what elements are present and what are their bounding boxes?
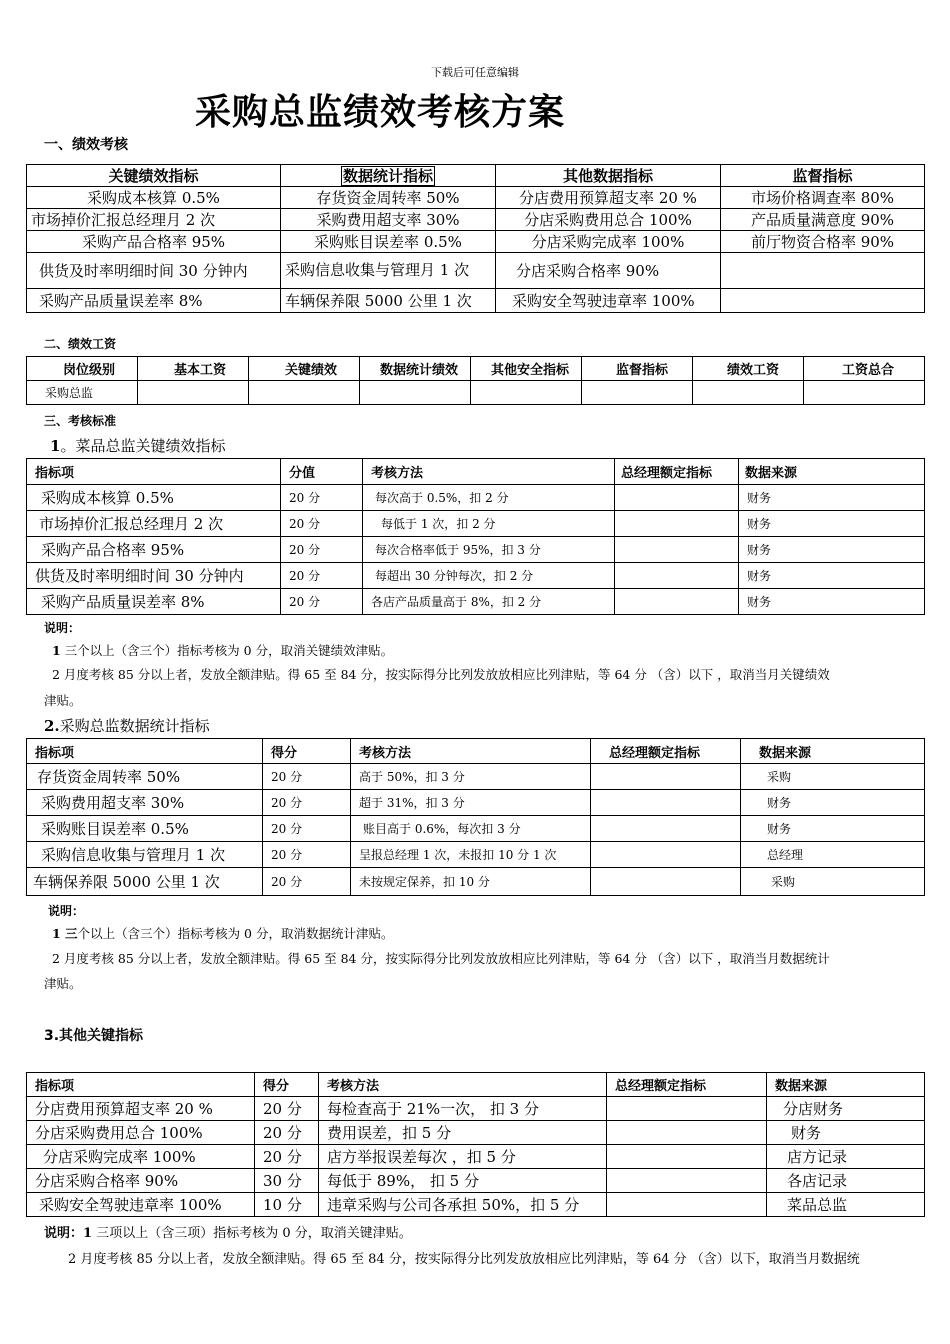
header-method: 考核方法 [363, 459, 615, 485]
cell [591, 790, 741, 816]
cell: 存货资金周转率 50% [27, 764, 263, 790]
cell: 采购产品质量误差率 8% [27, 289, 281, 313]
cell: 各店产品质量高于 8%，扣 2 分 [363, 589, 615, 615]
table-row [27, 209, 925, 231]
table-row [27, 764, 925, 790]
cell [615, 537, 739, 563]
table-row [27, 1169, 925, 1193]
table-header-row [27, 739, 925, 764]
t1-title [50, 435, 225, 456]
cell: 违章采购与公司各承担 50%，扣 5 分 [319, 1193, 607, 1217]
header-data-source: 数据来源 [767, 1073, 925, 1097]
header-data-source: 数据来源 [739, 459, 925, 485]
cell: 采购费用超支率 30% [281, 209, 496, 231]
cell [607, 1121, 767, 1145]
cell: 20 分 [255, 1097, 319, 1121]
table-row [27, 231, 925, 253]
cell: 每低于 89%， 扣 5 分 [319, 1169, 607, 1193]
header-method: 考核方法 [351, 739, 591, 764]
t3-note-1: 说明：1 三项以上（含三项）指标考核为 0 分，取消关键津贴。 [44, 1226, 412, 1241]
cell: 财务 [741, 790, 925, 816]
table-header-row [27, 459, 925, 485]
cell: 分店财务 [767, 1097, 925, 1121]
cell: 分店费用预算超支率 20 % [27, 1097, 255, 1121]
cell: 供货及时率明细时间 30 分钟内 [27, 563, 281, 589]
t1-note-1: 1 三个以上（含三个）指标考核为 0 分，取消关键绩效津贴。 [52, 643, 394, 658]
cell: 超于 31%，扣 3 分 [351, 790, 591, 816]
table-row [27, 816, 925, 842]
cell: 每检查高于 21%一次， 扣 3 分 [319, 1097, 607, 1121]
cell: 20 分 [263, 842, 351, 868]
t2-title-text: 采购总监数据统计指标 [59, 717, 210, 735]
table-header-row [27, 357, 925, 381]
data-stats-standards-table [26, 738, 925, 896]
t2-title-number: 2. [44, 717, 60, 735]
header-indicator: 指标项 [27, 739, 263, 764]
cell: 采购总监 [27, 381, 138, 405]
header-performance-salary: 绩效工资 [693, 357, 804, 381]
cell: 每低于 1 次，扣 2 分 [363, 511, 615, 537]
cell: 财务 [739, 589, 925, 615]
cell: 分店采购费用总合 100% [496, 209, 721, 231]
cell: 20 分 [263, 764, 351, 790]
cell: 10 分 [255, 1193, 319, 1217]
header-gm-target: 总经理额定指标 [615, 459, 739, 485]
cell: 未按规定保养，扣 10 分 [351, 868, 591, 896]
table-row [27, 790, 925, 816]
cell: 20 分 [255, 1145, 319, 1169]
t1-note-2: 2 月度考核 85 分以上者，发放全额津贴。得 65 至 84 分，按实际得分比列发放放相应比列津贴，等 64 分 （含）以下 ，取消当月关键绩效 [52, 667, 830, 682]
header-gm-target: 总经理额定指标 [607, 1073, 767, 1097]
cell: 市场掉价汇报总经理月 2 次 [27, 511, 281, 537]
cell [615, 563, 739, 589]
header-position-level: 岗位级别 [27, 357, 138, 381]
cell [138, 381, 249, 405]
table-header-row [27, 1073, 925, 1097]
cell [360, 381, 471, 405]
cell: 分店费用预算超支率 20 % [496, 187, 721, 209]
table-row [27, 289, 925, 313]
header-supervision: 监督指标 [721, 165, 925, 187]
header-base-salary: 基本工资 [138, 357, 249, 381]
cell: 采购 [741, 764, 925, 790]
cell: 分店采购完成率 100% [27, 1145, 255, 1169]
cell: 高于 50%，扣 3 分 [351, 764, 591, 790]
header-total-salary: 工资总合 [804, 357, 925, 381]
cell: 每次合格率低于 95%，扣 3 分 [363, 537, 615, 563]
cell: 呈报总经理 1 次，未报扣 10 分 1 次 [351, 842, 591, 868]
t1-title-number: 1 [50, 437, 61, 455]
header-supervision: 监督指标 [582, 357, 693, 381]
cell [249, 381, 360, 405]
cell: 20 分 [263, 868, 351, 896]
header-key-performance: 关键绩效 [249, 357, 360, 381]
cell [607, 1193, 767, 1217]
table-row [27, 511, 925, 537]
cell [607, 1169, 767, 1193]
cell: 30 分 [255, 1169, 319, 1193]
header-score: 得分 [255, 1073, 319, 1097]
t2-note-2: 2 月度考核 85 分以上者，发放全额津贴。得 65 至 84 分，按实际得分比列发放放相应比列津贴，等 64 分 （含）以下 ，取消当月数据统计 [52, 951, 830, 966]
cell: 财务 [739, 563, 925, 589]
table-row [27, 1193, 925, 1217]
cell: 采购安全驾驶违章率 100% [496, 289, 721, 313]
cell: 分店采购费用总合 100% [27, 1121, 255, 1145]
header-other-data: 其他数据指标 [496, 165, 721, 187]
salary-table [26, 356, 925, 405]
cell [615, 485, 739, 511]
cell: 采购安全驾驶违章率 100% [27, 1193, 255, 1217]
cell: 采购成本核算 0.5% [27, 187, 281, 209]
cell: 总经理 [741, 842, 925, 868]
header-data-performance: 数据统计绩效 [360, 357, 471, 381]
cell: 20 分 [263, 816, 351, 842]
watermark-text: 下载后可任意编辑 [431, 66, 519, 79]
cell: 财务 [739, 537, 925, 563]
t3-note-label: 说明： [44, 1226, 84, 1241]
table-row [27, 187, 925, 209]
cell: 20 分 [255, 1121, 319, 1145]
cell [615, 511, 739, 537]
table-header-row [27, 165, 925, 187]
t1-note-2-cont: 津贴。 [44, 693, 82, 708]
cell: 采购成本核算 0.5% [27, 485, 281, 511]
section3-heading: 三、考核标准 [44, 414, 117, 428]
cell: 每次高于 0.5%，扣 2 分 [363, 485, 615, 511]
cell: 市场价格调查率 80% [721, 187, 925, 209]
cell: 采购产品合格率 95% [27, 537, 281, 563]
other-kpi-standards-table [26, 1072, 925, 1217]
table-row [27, 1145, 925, 1169]
cell: 20 分 [281, 485, 363, 511]
table-row [27, 537, 925, 563]
cell: 采购信息收集与管理月 1 次 [281, 253, 496, 289]
cell: 财务 [739, 511, 925, 537]
cell [591, 764, 741, 790]
section1-heading: 一、绩效考核 [44, 137, 128, 153]
cell [607, 1145, 767, 1169]
cell [804, 381, 925, 405]
cell: 各店记录 [767, 1169, 925, 1193]
cell: 产品质量满意度 90% [721, 209, 925, 231]
header-score: 分值 [281, 459, 363, 485]
header-method: 考核方法 [319, 1073, 607, 1097]
t2-title [44, 715, 210, 736]
cell: 采购信息收集与管理月 1 次 [27, 842, 263, 868]
cell [721, 253, 925, 289]
table-row [27, 1121, 925, 1145]
cell: 店方记录 [767, 1145, 925, 1169]
table-row [27, 842, 925, 868]
cell: 存货资金周转率 50% [281, 187, 496, 209]
header-indicator: 指标项 [27, 1073, 255, 1097]
t1-title-text: 。菜品总监关键绩效指标 [60, 437, 226, 455]
cell: 采购 [741, 868, 925, 896]
cell: 分店采购完成率 100% [496, 231, 721, 253]
header-key-kpi: 关键绩效指标 [27, 165, 281, 187]
cell: 采购产品合格率 95% [27, 231, 281, 253]
cell [607, 1097, 767, 1121]
page-title: 采购总监绩效考核方案 [195, 91, 566, 133]
cell: 20 分 [281, 537, 363, 563]
header-gm-target: 总经理额定指标 [591, 739, 741, 764]
cell [721, 289, 925, 313]
cell: 财务 [741, 816, 925, 842]
cell: 前厅物资合格率 90% [721, 231, 925, 253]
cell: 20 分 [281, 563, 363, 589]
cell: 20 分 [281, 589, 363, 615]
cell [615, 589, 739, 615]
header-data-source: 数据来源 [741, 739, 925, 764]
section2-heading: 二、绩效工资 [44, 337, 117, 351]
cell: 市场掉价汇报总经理月 2 次 [27, 209, 281, 231]
cell [591, 842, 741, 868]
cell: 每超出 30 分钟每次，扣 2 分 [363, 563, 615, 589]
cell: 分店采购合格率 90% [496, 253, 721, 289]
t1-note-label: 说明： [44, 621, 81, 635]
cell [471, 381, 582, 405]
cell: 20 分 [263, 790, 351, 816]
cell [582, 381, 693, 405]
table-row [27, 868, 925, 896]
cell: 店方举报误差每次 ，扣 5 分 [319, 1145, 607, 1169]
cell: 账目高于 0.6%，每次扣 3 分 [351, 816, 591, 842]
key-kpi-standards-table [26, 458, 925, 615]
t2-note-1: 1 三个以上（含三个）指标考核为 0 分，取消数据统计津贴。 [52, 926, 394, 941]
cell [693, 381, 804, 405]
header-data-stats: 数据统计指标 [281, 165, 496, 187]
table-row [27, 485, 925, 511]
table-row [27, 563, 925, 589]
cell: 供货及时率明细时间 30 分钟内 [27, 253, 281, 289]
cell: 车辆保养限 5000 公里 1 次 [27, 868, 263, 896]
table-row [27, 381, 925, 405]
cell: 20 分 [281, 511, 363, 537]
cell: 车辆保养限 5000 公里 1 次 [281, 289, 496, 313]
cell: 采购费用超支率 30% [27, 790, 263, 816]
cell: 菜品总监 [767, 1193, 925, 1217]
cell: 采购账目误差率 0.5% [27, 816, 263, 842]
cell: 财务 [767, 1121, 925, 1145]
kpi-overview-table [26, 164, 925, 313]
cell [591, 816, 741, 842]
t3-note-2: 2 月度考核 85 分以上者，发放全额津贴。得 65 至 84 分，按实际得分比列发放放相应比列津贴，等 64 分 （含）以下，取消当月数据统 [68, 1252, 860, 1267]
table-row [27, 589, 925, 615]
header-indicator: 指标项 [27, 459, 281, 485]
cell: 分店采购合格率 90% [27, 1169, 255, 1193]
header-score: 得分 [263, 739, 351, 764]
cell: 采购产品质量误差率 8% [27, 589, 281, 615]
t2-note-2-cont: 津贴。 [44, 976, 82, 991]
table-row [27, 1097, 925, 1121]
cell: 采购账目误差率 0.5% [281, 231, 496, 253]
table-row [27, 253, 925, 289]
t2-note-label: 说明： [48, 904, 85, 918]
header-other-safety: 其他安全指标 [471, 357, 582, 381]
cell: 费用误差，扣 5 分 [319, 1121, 607, 1145]
t3-title: 3.其他关键指标 [44, 1028, 144, 1044]
cell: 财务 [739, 485, 925, 511]
cell [591, 868, 741, 896]
